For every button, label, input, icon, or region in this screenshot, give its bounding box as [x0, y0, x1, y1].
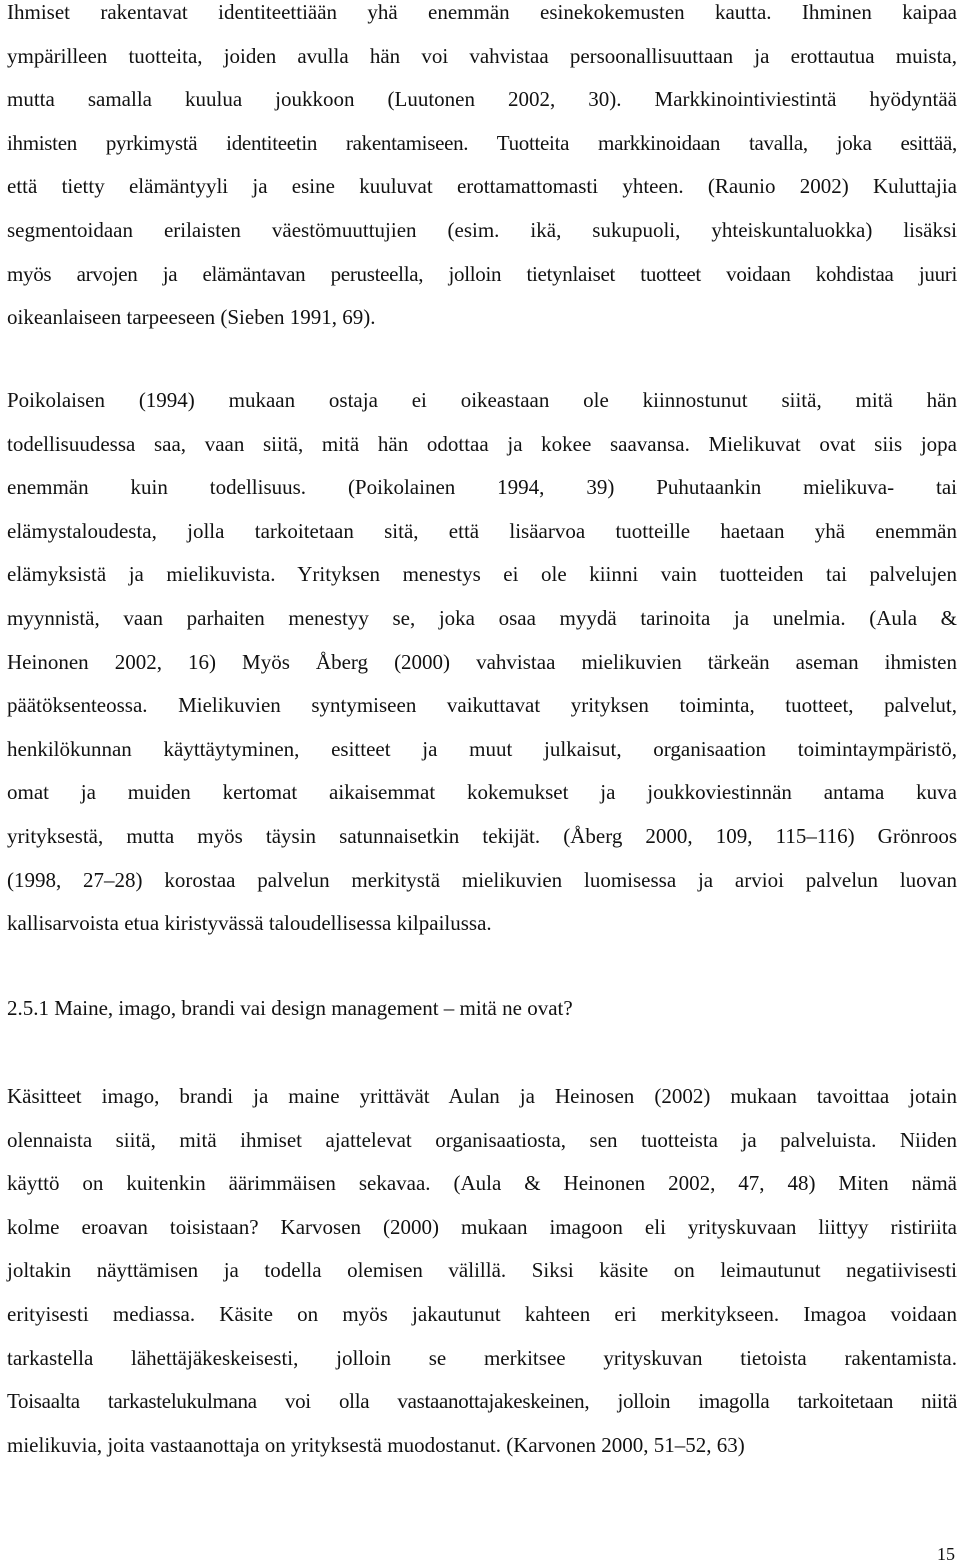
text-line: [7, 122, 957, 166]
text-line: omat ja muiden kertomat aikaisemmat kokemukset ja joukkoviestinnän antama kuva: [7, 780, 957, 805]
text-line: että tietty elämäntyyli ja esine kuuluvat erottamattomasti yhteen. (Raunio 2002) Kuluttajia: [7, 174, 957, 199]
page-number: 15: [937, 1544, 955, 1564]
text-line: Toisaalta tarkastelukulmana voi olla vastaanottajakeskeinen, jolloin imagolla tarkoitetaan niitä: [7, 1389, 957, 1414]
paragraph-concepts: [7, 1075, 957, 1467]
text-line: Ihmiset rakentavat identiteettiään yhä enemmän esinekokemusten kautta. Ihminen kaipaa: [7, 0, 957, 24]
text-line: kolme eroavan toisistaan? Karvosen (2000) mukaan imagoon eli yrityskuvaan liittyy ristiriita: [7, 1214, 957, 1239]
text-line: tarkastella lähettäjäkeskeisesti, jolloin se merkitsee yrityskuvan tietoista rakentamista.: [7, 1345, 957, 1370]
text-line: Poikolaisen (1994) mukaan ostaja ei oikeastaan ole kiinnostunut siitä, mitä hän: [7, 388, 957, 412]
text-line: elämystaloudesta, jolla tarkoitetaan sitä, että lisäarvoa tuotteille haetaan yhä enemmän: [7, 518, 957, 543]
text-line: enemmän kuin todellisuus. (Poikolainen 1994, 39) Puhutaankin mielikuva- tai: [7, 475, 957, 500]
section-heading: 2.5.1 Maine, imago, brandi vai design management – mitä ne ovat?: [7, 996, 573, 1020]
text-line: ympärilleen tuotteita, joiden avulla hän voi vahvistaa persoonallisuuttaan ja erottautua muista,: [7, 43, 957, 68]
text-line: erityisesti mediassa. Käsite on myös jakautunut kahteen eri merkitykseen. Imagoa voidaan: [7, 1301, 957, 1326]
text-line: henkilökunnan käyttäytyminen, esitteet ja muut julkaisut, organisaation toimintaympäristö,: [7, 736, 957, 761]
paragraph-images: [7, 379, 957, 946]
text-line: (1998, 27–28) korostaa palvelun merkitystä mielikuvien luomisessa ja arvioi palvelun luovan: [7, 867, 957, 892]
text-line: oikeanlaiseen tarpeeseen (Sieben 1991, 69).: [7, 305, 376, 330]
text-line: segmentoidaan erilaisten väestömuuttujien (esim. ikä, sukupuoli, yhteiskuntaluokka) lisäksi: [7, 217, 957, 242]
text-line: todellisuudessa saa, vaan siitä, mitä hän odottaa ja kokee saavansa. Mielikuvat ovat siis jopa: [7, 431, 957, 456]
text-line: myynnistä, vaan parhaiten menestyy se, joka osaa myydä tarinoita ja unelmia. (Aula &: [7, 605, 957, 630]
text-fragment: ihmisten pyrkimystä identiteetin rakentamiseen.: [7, 130, 469, 155]
text-line: elämyksistä ja mielikuvista. Yrityksen menestys ei ole kiinni vain tuotteiden tai palvelujen: [7, 562, 957, 587]
paragraph-identity: [7, 0, 957, 340]
text-line: olennaista siitä, mitä ihmiset ajattelevat organisaatiosta, sen tuotteista ja palveluista. Niiden: [7, 1127, 957, 1152]
text-fragment: Tuotteita markkinoidaan tavalla, joka esittää,: [496, 130, 957, 155]
text-line: myös arvojen ja elämäntavan perusteella, jolloin tietynlaiset tuotteet voidaan kohdistaa juuri: [7, 261, 957, 286]
text-line: kallisarvoista etua kiristyvässä taloudellisessa kilpailussa.: [7, 911, 492, 936]
text-line: päätöksenteossa. Mielikuvien syntymiseen vaikuttavat yrityksen toiminta, tuotteet, palvelut,: [7, 693, 957, 718]
text-line: mielikuvia, joita vastaanottaja on yrityksestä muodostanut. (Karvonen 2000, 51–52, 63): [7, 1432, 745, 1457]
text-line: yrityksestä, mutta myös täysin satunnaisetkin tekijät. (Åberg 2000, 109, 115–116) Grönroos: [7, 823, 957, 848]
text-line: mutta samalla kuulua joukkoon (Luutonen 2002, 30). Markkinointiviestintä hyödyntää: [7, 87, 957, 112]
text-line: käyttö on kuitenkin äärimmäisen sekavaa. (Aula & Heinonen 2002, 47, 48) Miten nämä: [7, 1171, 957, 1196]
text-line: Heinonen 2002, 16) Myös Åberg (2000) vahvistaa mielikuvien tärkeän aseman ihmisten: [7, 649, 957, 674]
text-line: Käsitteet imago, brandi ja maine yrittävät Aulan ja Heinosen (2002) mukaan tavoittaa jotain: [7, 1084, 957, 1108]
text-line: joltakin näyttämisen ja todella olemisen välillä. Siksi käsite on leimautunut negatiivisesti: [7, 1258, 957, 1283]
